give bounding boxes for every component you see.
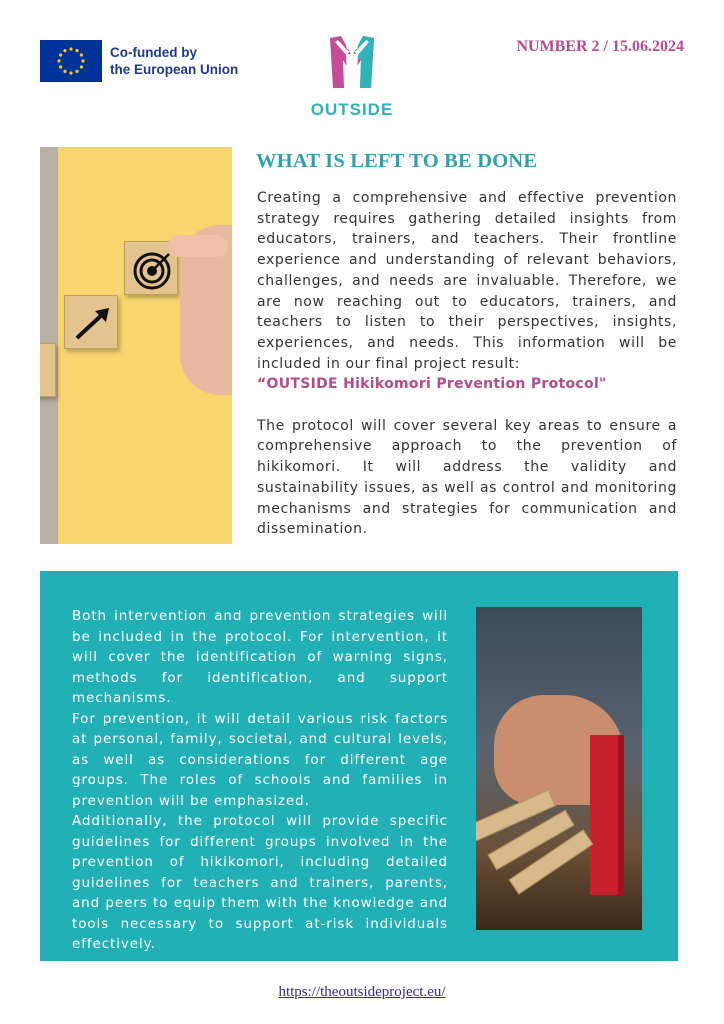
arrow-icon xyxy=(65,296,119,350)
red-domino xyxy=(590,735,624,895)
outside-logo xyxy=(300,30,404,120)
finger-shape xyxy=(168,235,228,257)
panel-paragraph-1: Both intervention and prevention strategies will be included in the protocol. For intervention, it will cover the identification of warning signs, methods for identification, and support mechanisms. xyxy=(72,608,448,706)
outside-figure-icon xyxy=(327,30,377,92)
dominoes-hand-photo xyxy=(476,607,642,930)
panel-paragraph-3: Additionally, the protocol will provide specific guidelines for different groups involved in the prevention of hikikomori, including detailed guidelines for teachers and trainers, parents, and peers to equip them with the knowledge and tools necessary to support at-risk individuals effectively. xyxy=(72,813,448,952)
eu-line-1: Co-funded by xyxy=(110,45,197,60)
cubes-target-photo xyxy=(40,147,232,544)
section-paragraph-1: Creating a comprehensive and effective prevention strategy requires gathering detailed insights from educators, trainers, and teachers. Their frontline experience and understanding of relevant behaviors, challenges, and needs are invaluable. Therefore, we are now reaching out to educators, trainers, and teachers to listen to their perspectives, insights, experiences, and needs. This information will be included in our final project result: xyxy=(257,190,677,372)
cube-arrow-partial xyxy=(40,343,56,397)
brand-name: OUTSIDE xyxy=(310,100,394,119)
eu-cofunded-logo xyxy=(40,40,238,82)
cube-arrow xyxy=(64,295,118,349)
eu-flag-icon xyxy=(40,40,102,82)
panel-text xyxy=(72,606,448,955)
section-body xyxy=(257,188,677,540)
section-heading: WHAT IS LEFT TO BE DONE xyxy=(256,150,538,172)
eu-cofunded-text xyxy=(110,44,238,78)
protocol-name-highlight: “OUTSIDE Hikikomori Prevention Protocol" xyxy=(257,376,607,393)
issue-number-date: NUMBER 2 / 15.06.2024 xyxy=(516,38,684,55)
panel-paragraph-2: For prevention, it will detail various risk factors at personal, family, societal, and cultural levels, as well as considerations for different age groups. The roles of schools and families in prevention will be emphasized. xyxy=(72,710,448,809)
eu-line-2: the European Union xyxy=(110,62,239,77)
project-website-link[interactable]: https://theoutsideproject.eu/ xyxy=(278,984,446,1000)
section-paragraph-2: The protocol will cover several key areas to ensure a comprehensive approach to the prevention of hikikomori. It will address the validity and sustainability issues, as well as control and monitoring mechanisms and strategies for communication and dissemination. xyxy=(257,417,677,538)
